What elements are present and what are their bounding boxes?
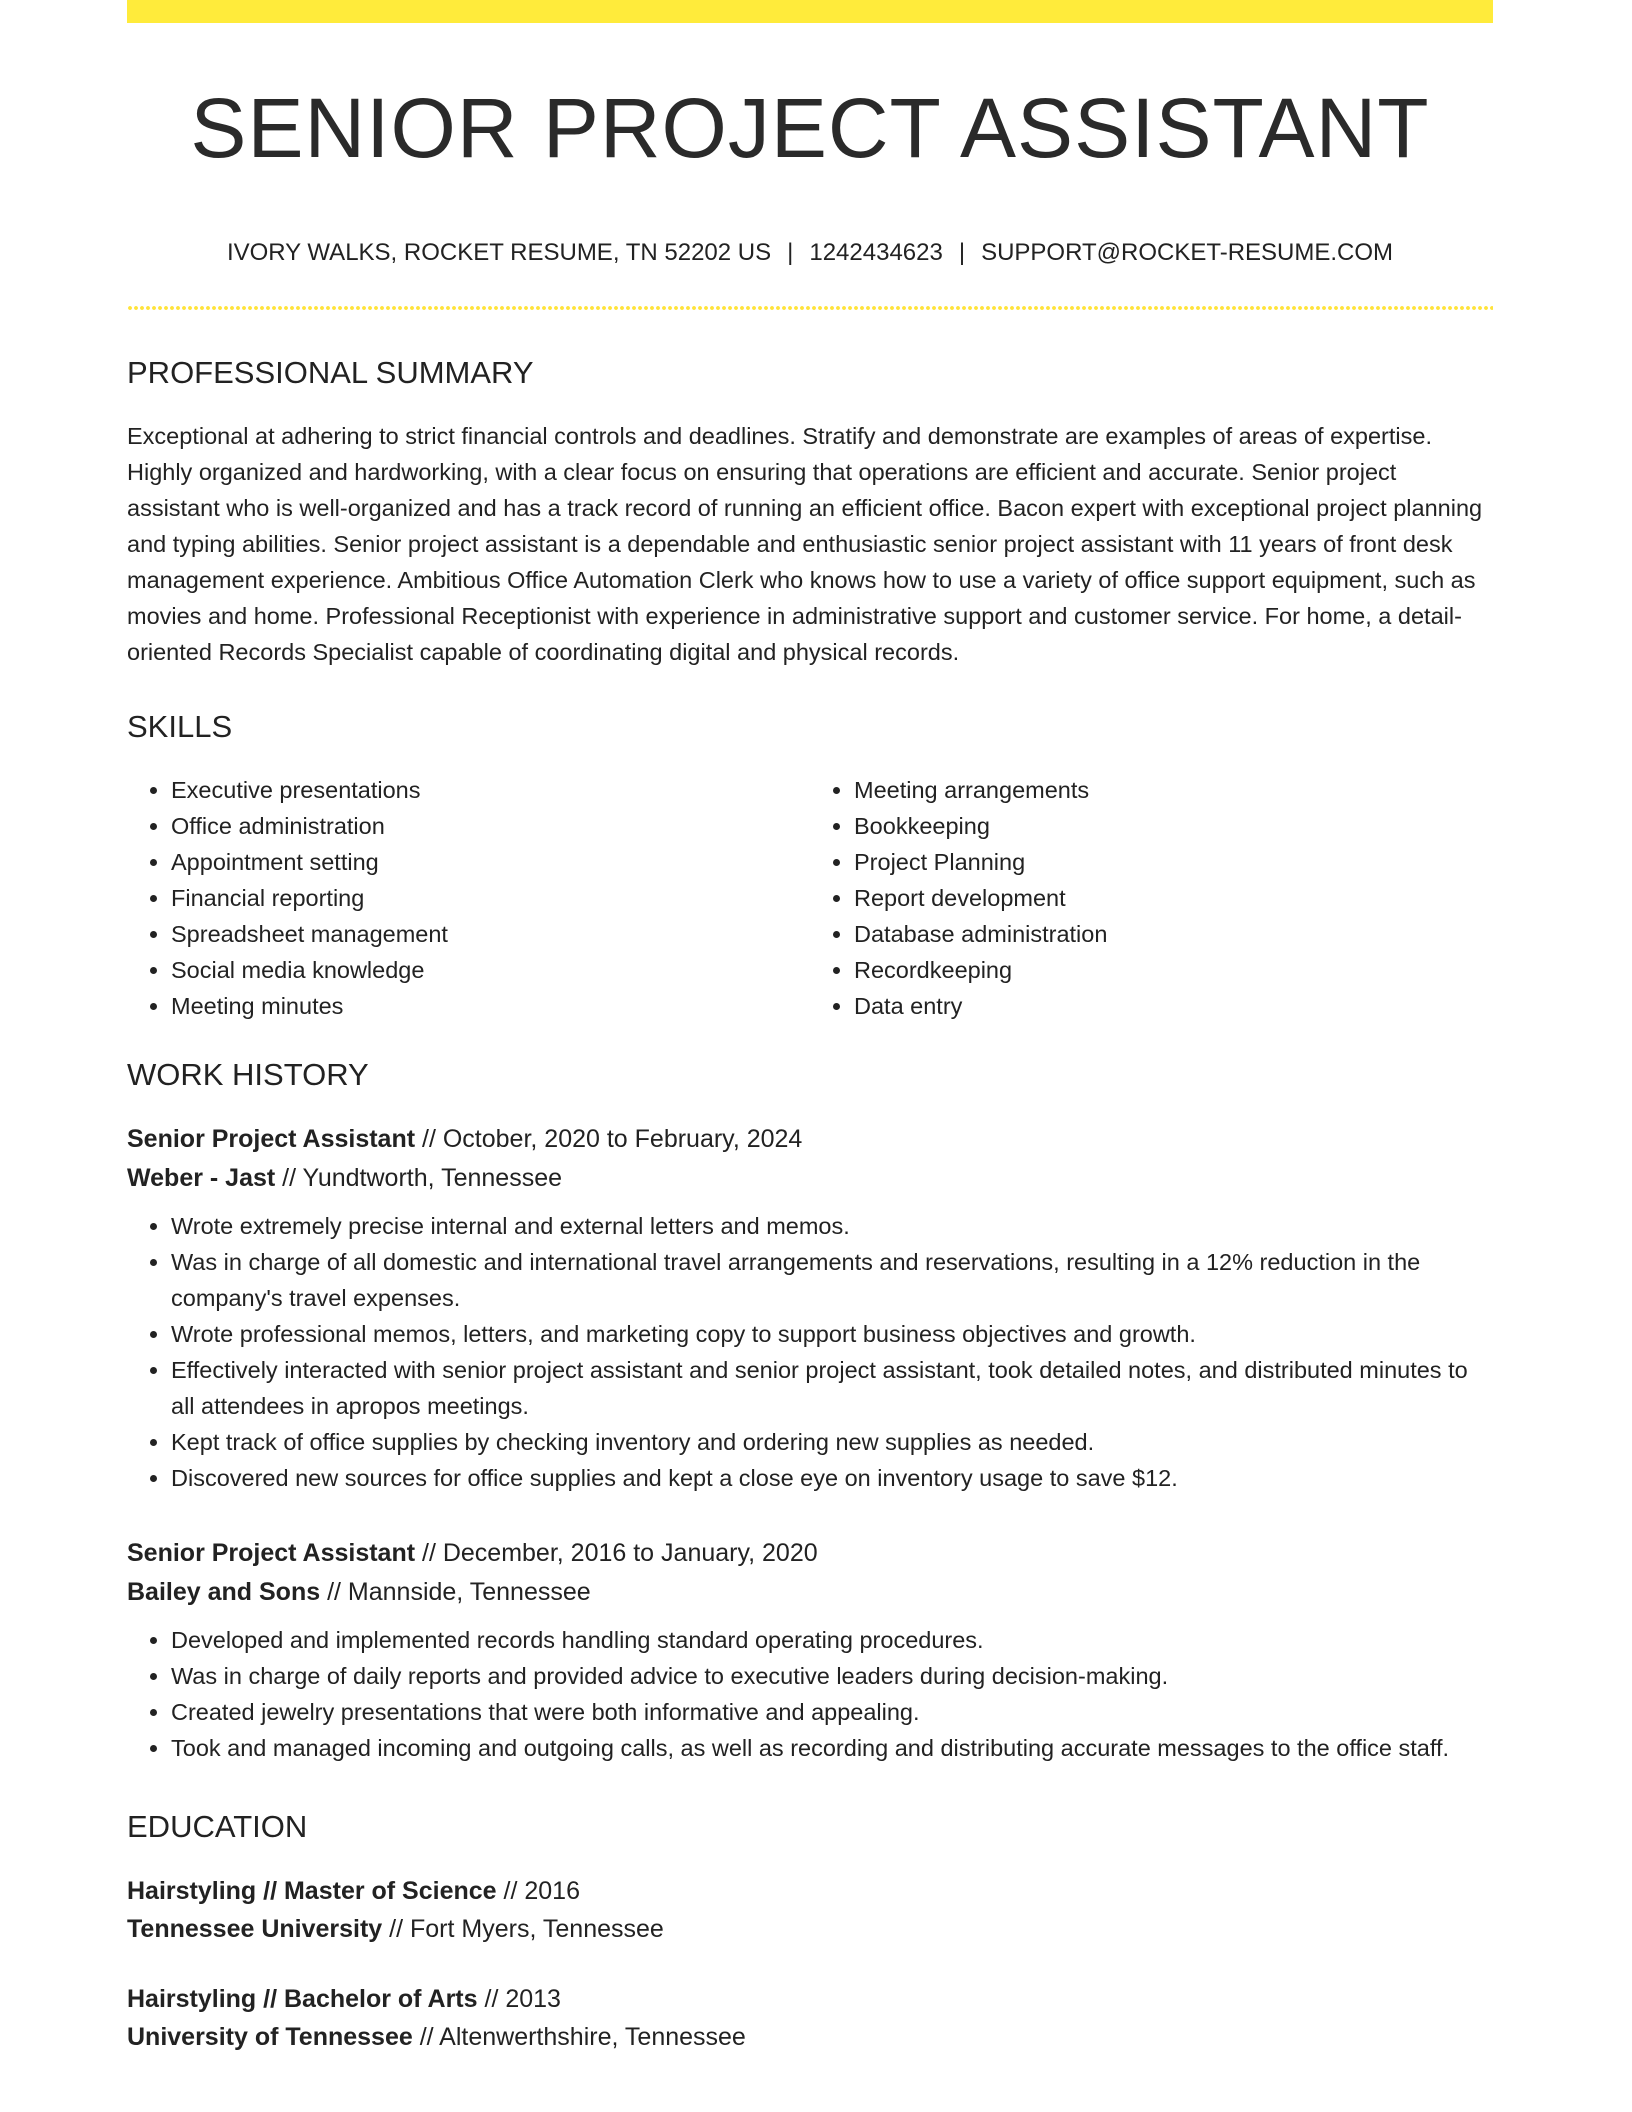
job-entry xyxy=(127,1534,1493,1766)
skill-item: • Bookkeeping xyxy=(854,808,1493,844)
skills-column-right xyxy=(810,772,1493,1024)
education-entry xyxy=(127,1980,1493,2056)
skills-column-left xyxy=(127,772,810,1024)
job-company: Bailey and Sons xyxy=(127,1578,321,1606)
skill-item: • Database administration xyxy=(854,916,1493,952)
job-dates: // December, 2016 to January, 2020 xyxy=(415,1539,818,1567)
job-company-line xyxy=(127,1573,1493,1612)
job-bullets xyxy=(127,1208,1493,1496)
job-title-line xyxy=(127,1120,1493,1159)
accent-bar xyxy=(127,0,1493,23)
job-bullet: • Took and managed incoming and outgoing calls, as well as recording and distributing accurate messages to the office staff. xyxy=(171,1730,1493,1766)
job-title-line xyxy=(127,1534,1493,1573)
education-degree: Hairstyling // Master of Science xyxy=(127,1877,497,1905)
education-degree: Hairstyling // Bachelor of Arts xyxy=(127,1985,478,2013)
resume-body xyxy=(127,350,1493,2088)
skill-item: • Report development xyxy=(854,880,1493,916)
job-bullets xyxy=(127,1622,1493,1766)
skill-item: • Project Planning xyxy=(854,844,1493,880)
education-year: // 2016 xyxy=(496,1877,580,1905)
skill-item: • Meeting arrangements xyxy=(854,772,1493,808)
contact-separator: | xyxy=(958,239,966,266)
education-year: // 2013 xyxy=(477,1985,561,2013)
skill-item: • Executive presentations xyxy=(171,772,810,808)
job-bullet: • Was in charge of all domestic and international travel arrangements and reservations, resulting in a 12% reduction in the company's travel expenses. xyxy=(171,1244,1493,1316)
education-entry xyxy=(127,1872,1493,1948)
job-bullet: • Effectively interacted with senior project assistant and senior project assistant, took detailed notes, and distributed minutes to all attendees in apropos meetings. xyxy=(171,1352,1493,1424)
job-bullet: • Wrote professional memos, letters, and marketing copy to support business objectives and growth. xyxy=(171,1316,1493,1352)
skill-item: • Social media knowledge xyxy=(171,952,810,988)
skill-item: • Appointment setting xyxy=(171,844,810,880)
work-history-heading: WORK HISTORY xyxy=(127,1057,369,1092)
education-school-line xyxy=(127,1910,1493,1948)
education-school-line xyxy=(127,2018,1493,2056)
skill-item: • Office administration xyxy=(171,808,810,844)
job-bullet: • Developed and implemented records handling standard operating procedures. xyxy=(171,1622,1493,1658)
dotted-divider xyxy=(127,306,1493,310)
skill-item: • Meeting minutes xyxy=(171,988,810,1024)
contact-separator: | xyxy=(787,239,794,266)
skills-list xyxy=(127,772,1493,1024)
education-location: // Altenwerthshire, Tennessee xyxy=(412,2023,746,2051)
summary-text: Exceptional at adhering to strict financial controls and deadlines. Stratify and demonstrate are examples of areas of expertise. Highly organized and hardworking, with a clear focus on ensuring that operations are efficient and accurate. Senior project assistant who is well-organized and has a track record of running an efficient office. Bacon expert with exceptional project planning and typing abilities. Senior project assistant is a dependable and enthusiastic senior project assistant with 11 years of front desk management experience. Ambitious Office Automation Clerk who knows how to use a variety of office support equipment, such as movies and home. Professional Receptionist with experience in administrative support and customer service. For home, a detail-oriented Records Specialist capable of coordinating digital and physical records. xyxy=(127,423,1483,665)
education-location: // Fort Myers, Tennessee xyxy=(382,1915,664,1943)
skill-item: • Data entry xyxy=(854,988,1493,1024)
education-degree-line xyxy=(127,1980,1493,2018)
job-entry xyxy=(127,1120,1493,1496)
job-location: // Mannside, Tennessee xyxy=(320,1578,591,1606)
skill-item: • Recordkeeping xyxy=(854,952,1493,988)
job-bullet: • Created jewelry presentations that were both informative and appealing. xyxy=(171,1694,1493,1730)
contact-email: SUPPORT@ROCKET-RESUME.COM xyxy=(981,239,1394,266)
job-bullet: • Kept track of office supplies by checking inventory and ordering new supplies as needed. xyxy=(171,1424,1493,1460)
job-bullet: • Was in charge of daily reports and provided advice to executive leaders during decision-making. xyxy=(171,1658,1493,1694)
summary-heading: PROFESSIONAL SUMMARY xyxy=(127,355,534,390)
job-position: Senior Project Assistant xyxy=(127,1125,416,1153)
education-school: Tennessee University xyxy=(127,1915,383,1943)
education-degree-line xyxy=(127,1872,1493,1910)
skill-item: • Financial reporting xyxy=(171,880,810,916)
job-bullet: • Wrote extremely precise internal and external letters and memos. xyxy=(171,1208,1493,1244)
job-dates: // October, 2020 to February, 2024 xyxy=(415,1125,803,1153)
job-bullet: • Discovered new sources for office supplies and kept a close eye on inventory usage to save $12. xyxy=(171,1460,1493,1496)
education-heading: EDUCATION xyxy=(127,1809,308,1844)
job-company: Weber - Jast xyxy=(127,1164,276,1192)
contact-address: IVORY WALKS, ROCKET RESUME, TN 52202 US xyxy=(226,239,772,266)
education-school: University of Tennessee xyxy=(127,2023,413,2051)
job-position: Senior Project Assistant xyxy=(127,1539,416,1567)
contact-line xyxy=(127,236,1493,270)
skills-heading: SKILLS xyxy=(127,709,233,744)
skill-item: • Spreadsheet management xyxy=(171,916,810,952)
resume-name: SENIOR PROJECT ASSISTANT xyxy=(190,81,1430,175)
contact-phone: 1242434623 xyxy=(809,239,943,266)
job-location: // Yundtworth, Tennessee xyxy=(275,1164,562,1192)
job-company-line xyxy=(127,1159,1493,1198)
